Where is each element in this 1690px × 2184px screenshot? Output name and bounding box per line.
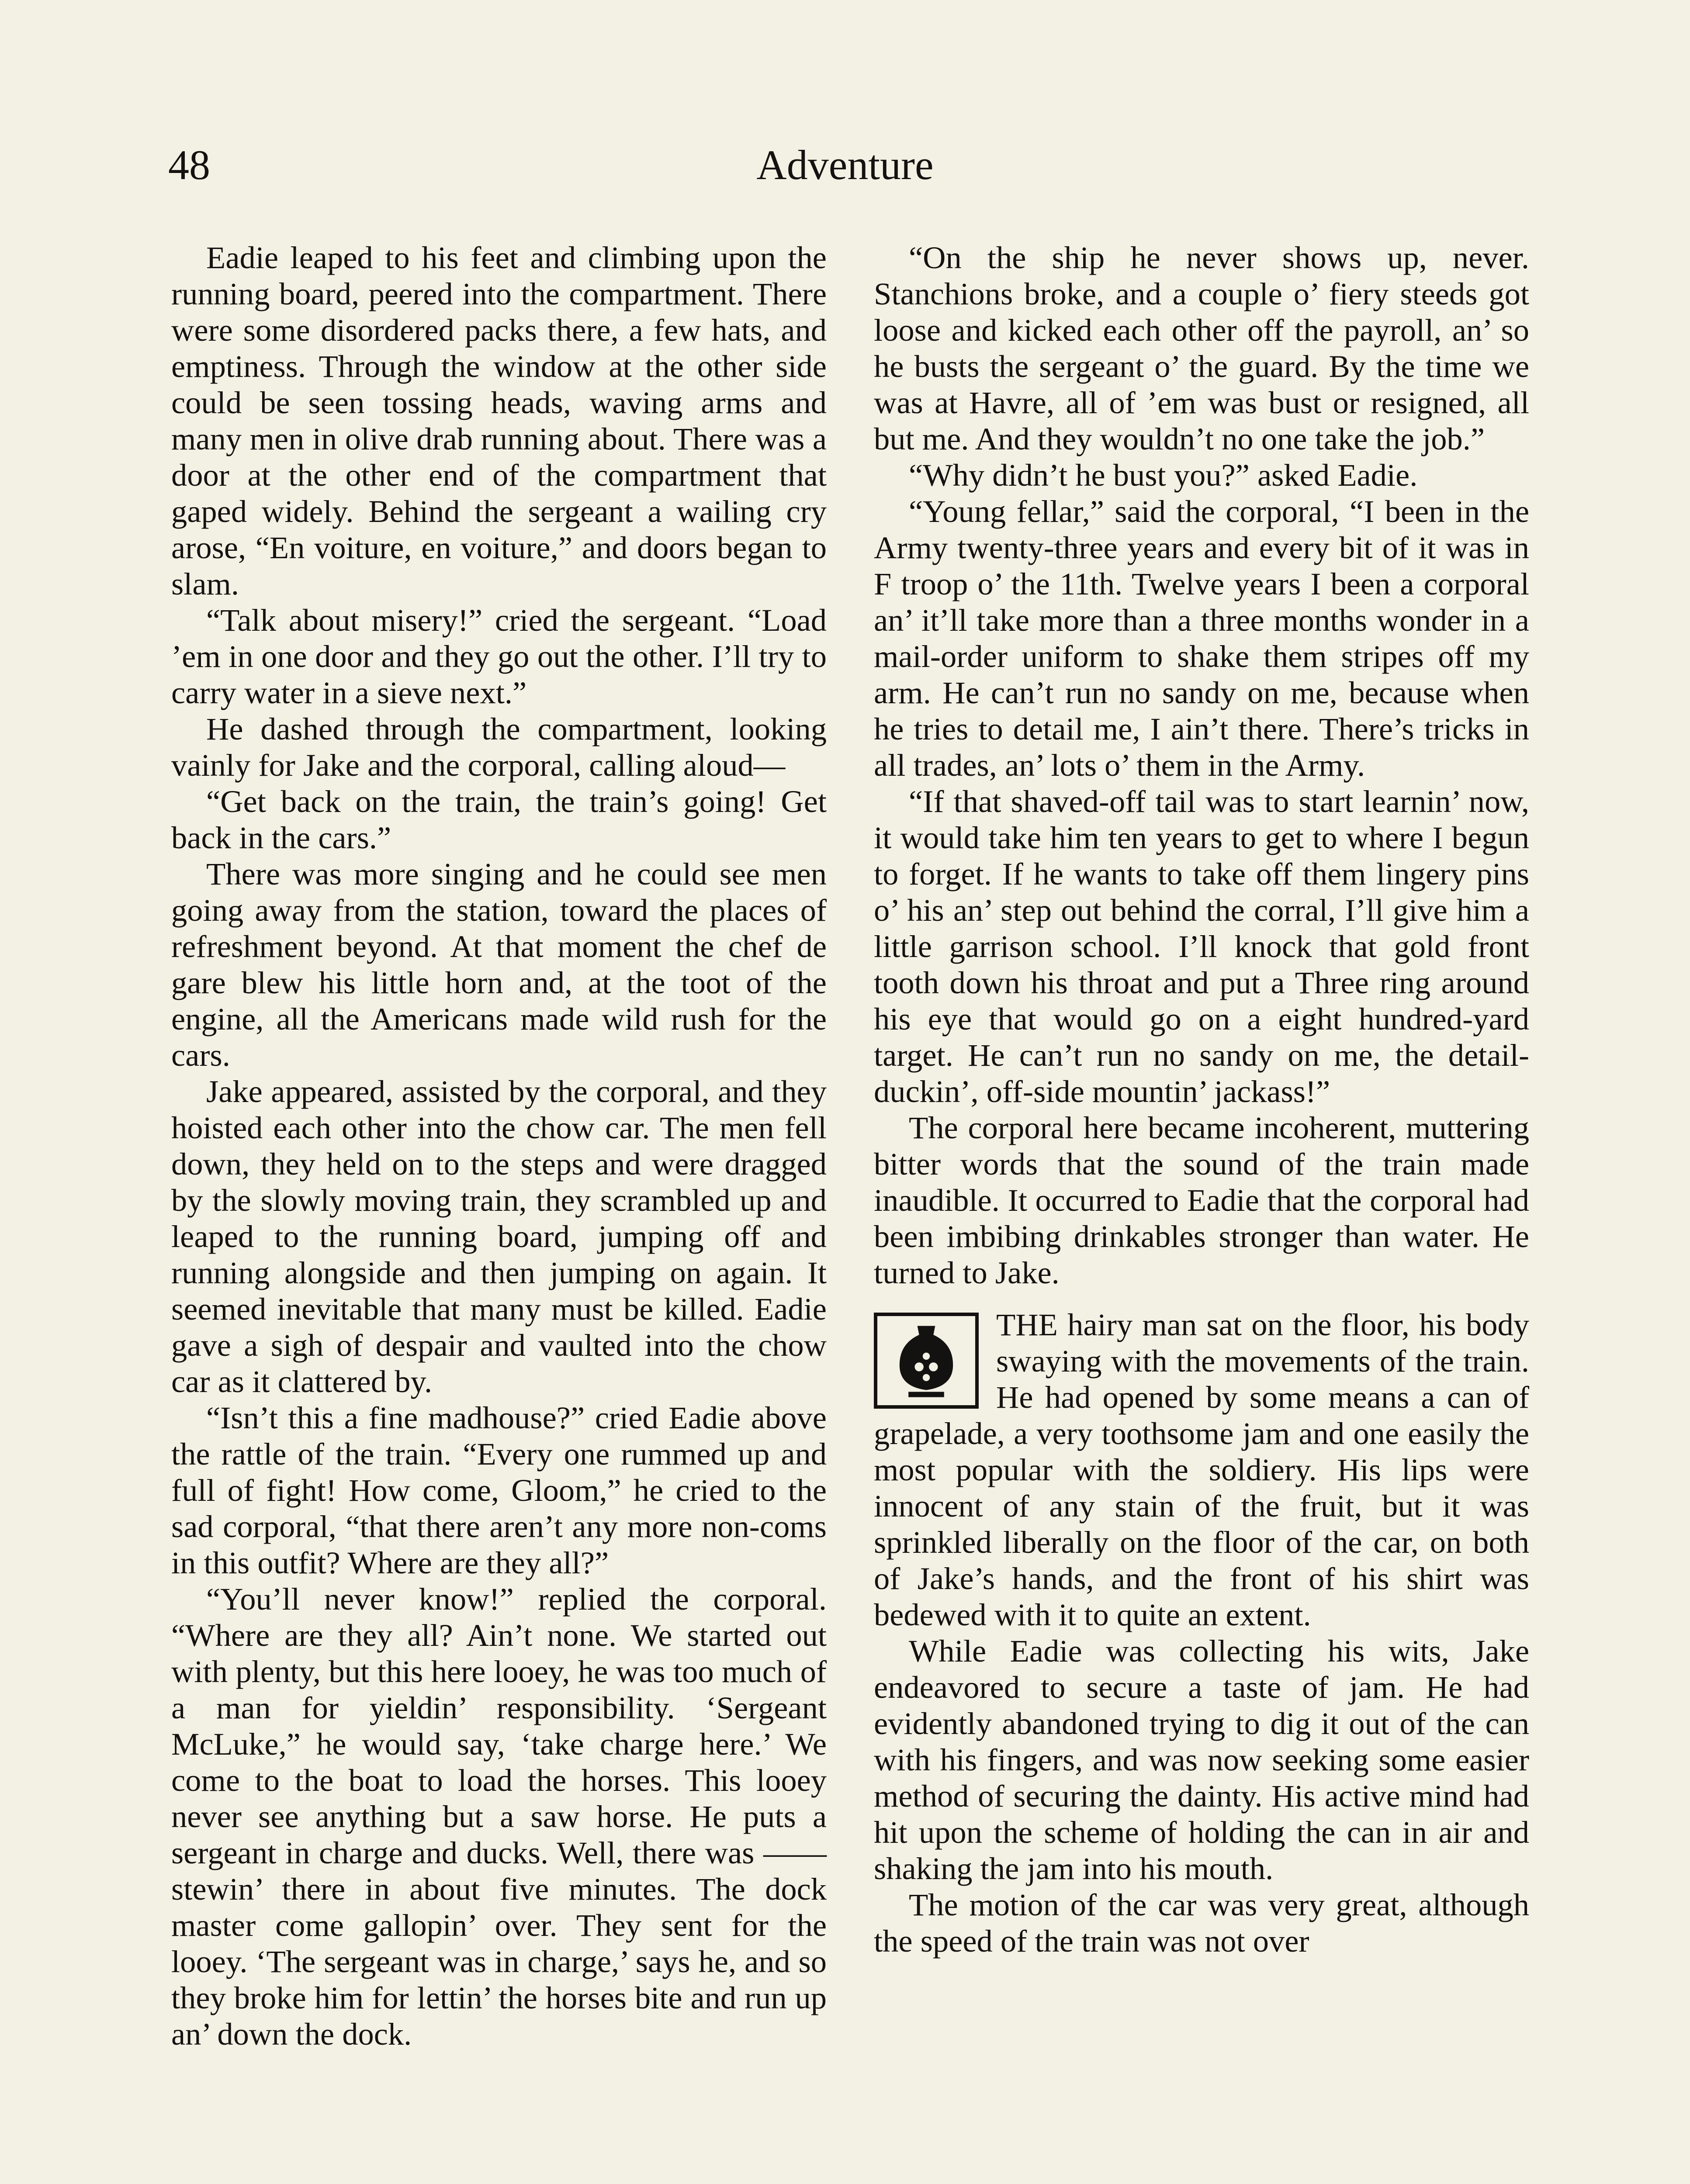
paragraph: He dashed through the compartment, looking vainly for Jake and the corporal, calling aloud— xyxy=(171,711,827,783)
running-head: Adventure xyxy=(756,142,934,188)
section-opening xyxy=(874,1306,1529,1633)
paragraph: “Talk about misery!” cried the sergeant. “Load ’em in one door and they go out the other. I’ll try to carry water in a sieve next.” xyxy=(171,602,827,710)
paragraph: “On the ship he never shows up, never. Stanchions broke, and a couple o’ fiery steeds got loose and kicked each other off the payroll, an’ so he busts the sergeant o’ the guard. By the time we was at Havre, all of ’em was bust or resigned, all but me. And they wouldn’t no one take the job.” xyxy=(874,240,1529,456)
paragraph: “If that shaved-off tail was to start learnin’ now, it would take him ten years to get to where I begun to forget. If he wants to take off them lingery pins o’ his an’ step out behind the corral, I’ll give him a little garrison school. I’ll knock that gold front tooth down his throat and put a Three ring around his eye that would go on a eight hundred-yard target. He can’t run no sandy on me, the detail-duckin’, off-side mountin’ jackass!” xyxy=(874,784,1529,1109)
left-column xyxy=(171,239,827,2052)
paragraph: “You’ll never know!” replied the corporal. “Where are they all? Ain’t none. We started out with plenty, but this here looey, he was too much of a man for yieldin’ responsibility. ‘Sergeant McLuke,” he would say, ‘take charge here.’ We come to the boat to load the horses. This looey never see anything but a saw horse. He puts a sergeant in charge and ducks. Well, there was —— stewin’ there in about five minutes. The dock master come gallopin’ over. They sent for the looey. ‘The sergeant was in charge,’ says he, and so they broke him for lettin’ the horses bite and run up an’ down the dock. xyxy=(171,1581,827,2052)
paragraph: “Get back on the train, the train’s going! Get back in the cars.” xyxy=(171,784,827,855)
paragraph: THE hairy man sat on the floor, his body swaying with the movements of the train. He had opened by some means a can of grapelade, a very toothsome jam and one easily the most popular with the soldiery. His lips were innocent of any stain of the fruit, but it was sprinkled liberally on the floor of the car, on both of Jake’s hands, and the front of his shirt was bedewed with it to quite an extent. xyxy=(874,1307,1529,1632)
paragraph: Jake appeared, assisted by the corporal, and they hoisted each other into the chow car. The men fell down, they held on to the steps and were dragged by the slowly moving train, they scrambled up and leaped to the running board, jumping off and running alongside and then jumping on again. It seemed inevitable that many must be killed. Eadie gave a sigh of despair and vaulted into the chow car as it clattered by. xyxy=(171,1074,827,1399)
paragraph: “Isn’t this a fine madhouse?” cried Eadie above the rattle of the train. “Every one rummed up and full of fight! How come, Gloom,” he cried to the sad corporal, “that there aren’t any more non-coms in this outfit? Where are they all?” xyxy=(171,1400,827,1580)
paragraph: While Eadie was collecting his wits, Jake endeavored to secure a taste of jam. He had evidently abandoned trying to dig it out of the can with his fingers, and was now seeking some easier method of securing the dainty. His active mind had hit upon the scheme of holding the can in air and shaking the jam into his mouth. xyxy=(874,1633,1529,1886)
paragraph: “Young fellar,” said the corporal, “I been in the Army twenty-three years and every bit of it was in F troop o’ the 11th. Twelve years I been a corporal an’ it’ll take more than a three months wonder in a mail-order uniform to shake them stripes off my arm. He can’t run no sandy on me, because when he tries to detail me, I ain’t there. There’s tricks in all trades, an’ lots o’ them in the Army. xyxy=(874,494,1529,783)
right-column xyxy=(874,239,1529,1959)
paragraph: “Why didn’t he bust you?” asked Eadie. xyxy=(909,457,1418,493)
paragraph: The motion of the car was very great, although the speed of the train was not over xyxy=(874,1887,1529,1959)
vase-icon xyxy=(882,1320,971,1401)
paragraph: Eadie leaped to his feet and climbing upon the running board, peered into the compartment. There were some disordered packs there, a few hats, and emptiness. Through the window at the other side could be seen tossing heads, waving arms and many men in olive drab running about. There was a door at the other end of the compartment that gaped widely. Behind the sergeant a wailing cry arose, “En voiture, en voiture,” and doors began to slam. xyxy=(171,240,827,601)
page-number: 48 xyxy=(168,142,210,188)
paragraph: The corporal here became incoherent, muttering bitter words that the sound of the train made inaudible. It occurred to Eadie that the corporal had been imbibing drinkables stronger than water. He turned to Jake. xyxy=(874,1110,1529,1290)
paragraph: There was more singing and he could see men going away from the station, toward the places of refreshment beyond. At that moment the chef de gare blew his little horn and, at the toot of the engine, all the Americans made wild rush for the cars. xyxy=(171,856,827,1073)
vase-ornament-icon xyxy=(874,1313,979,1409)
